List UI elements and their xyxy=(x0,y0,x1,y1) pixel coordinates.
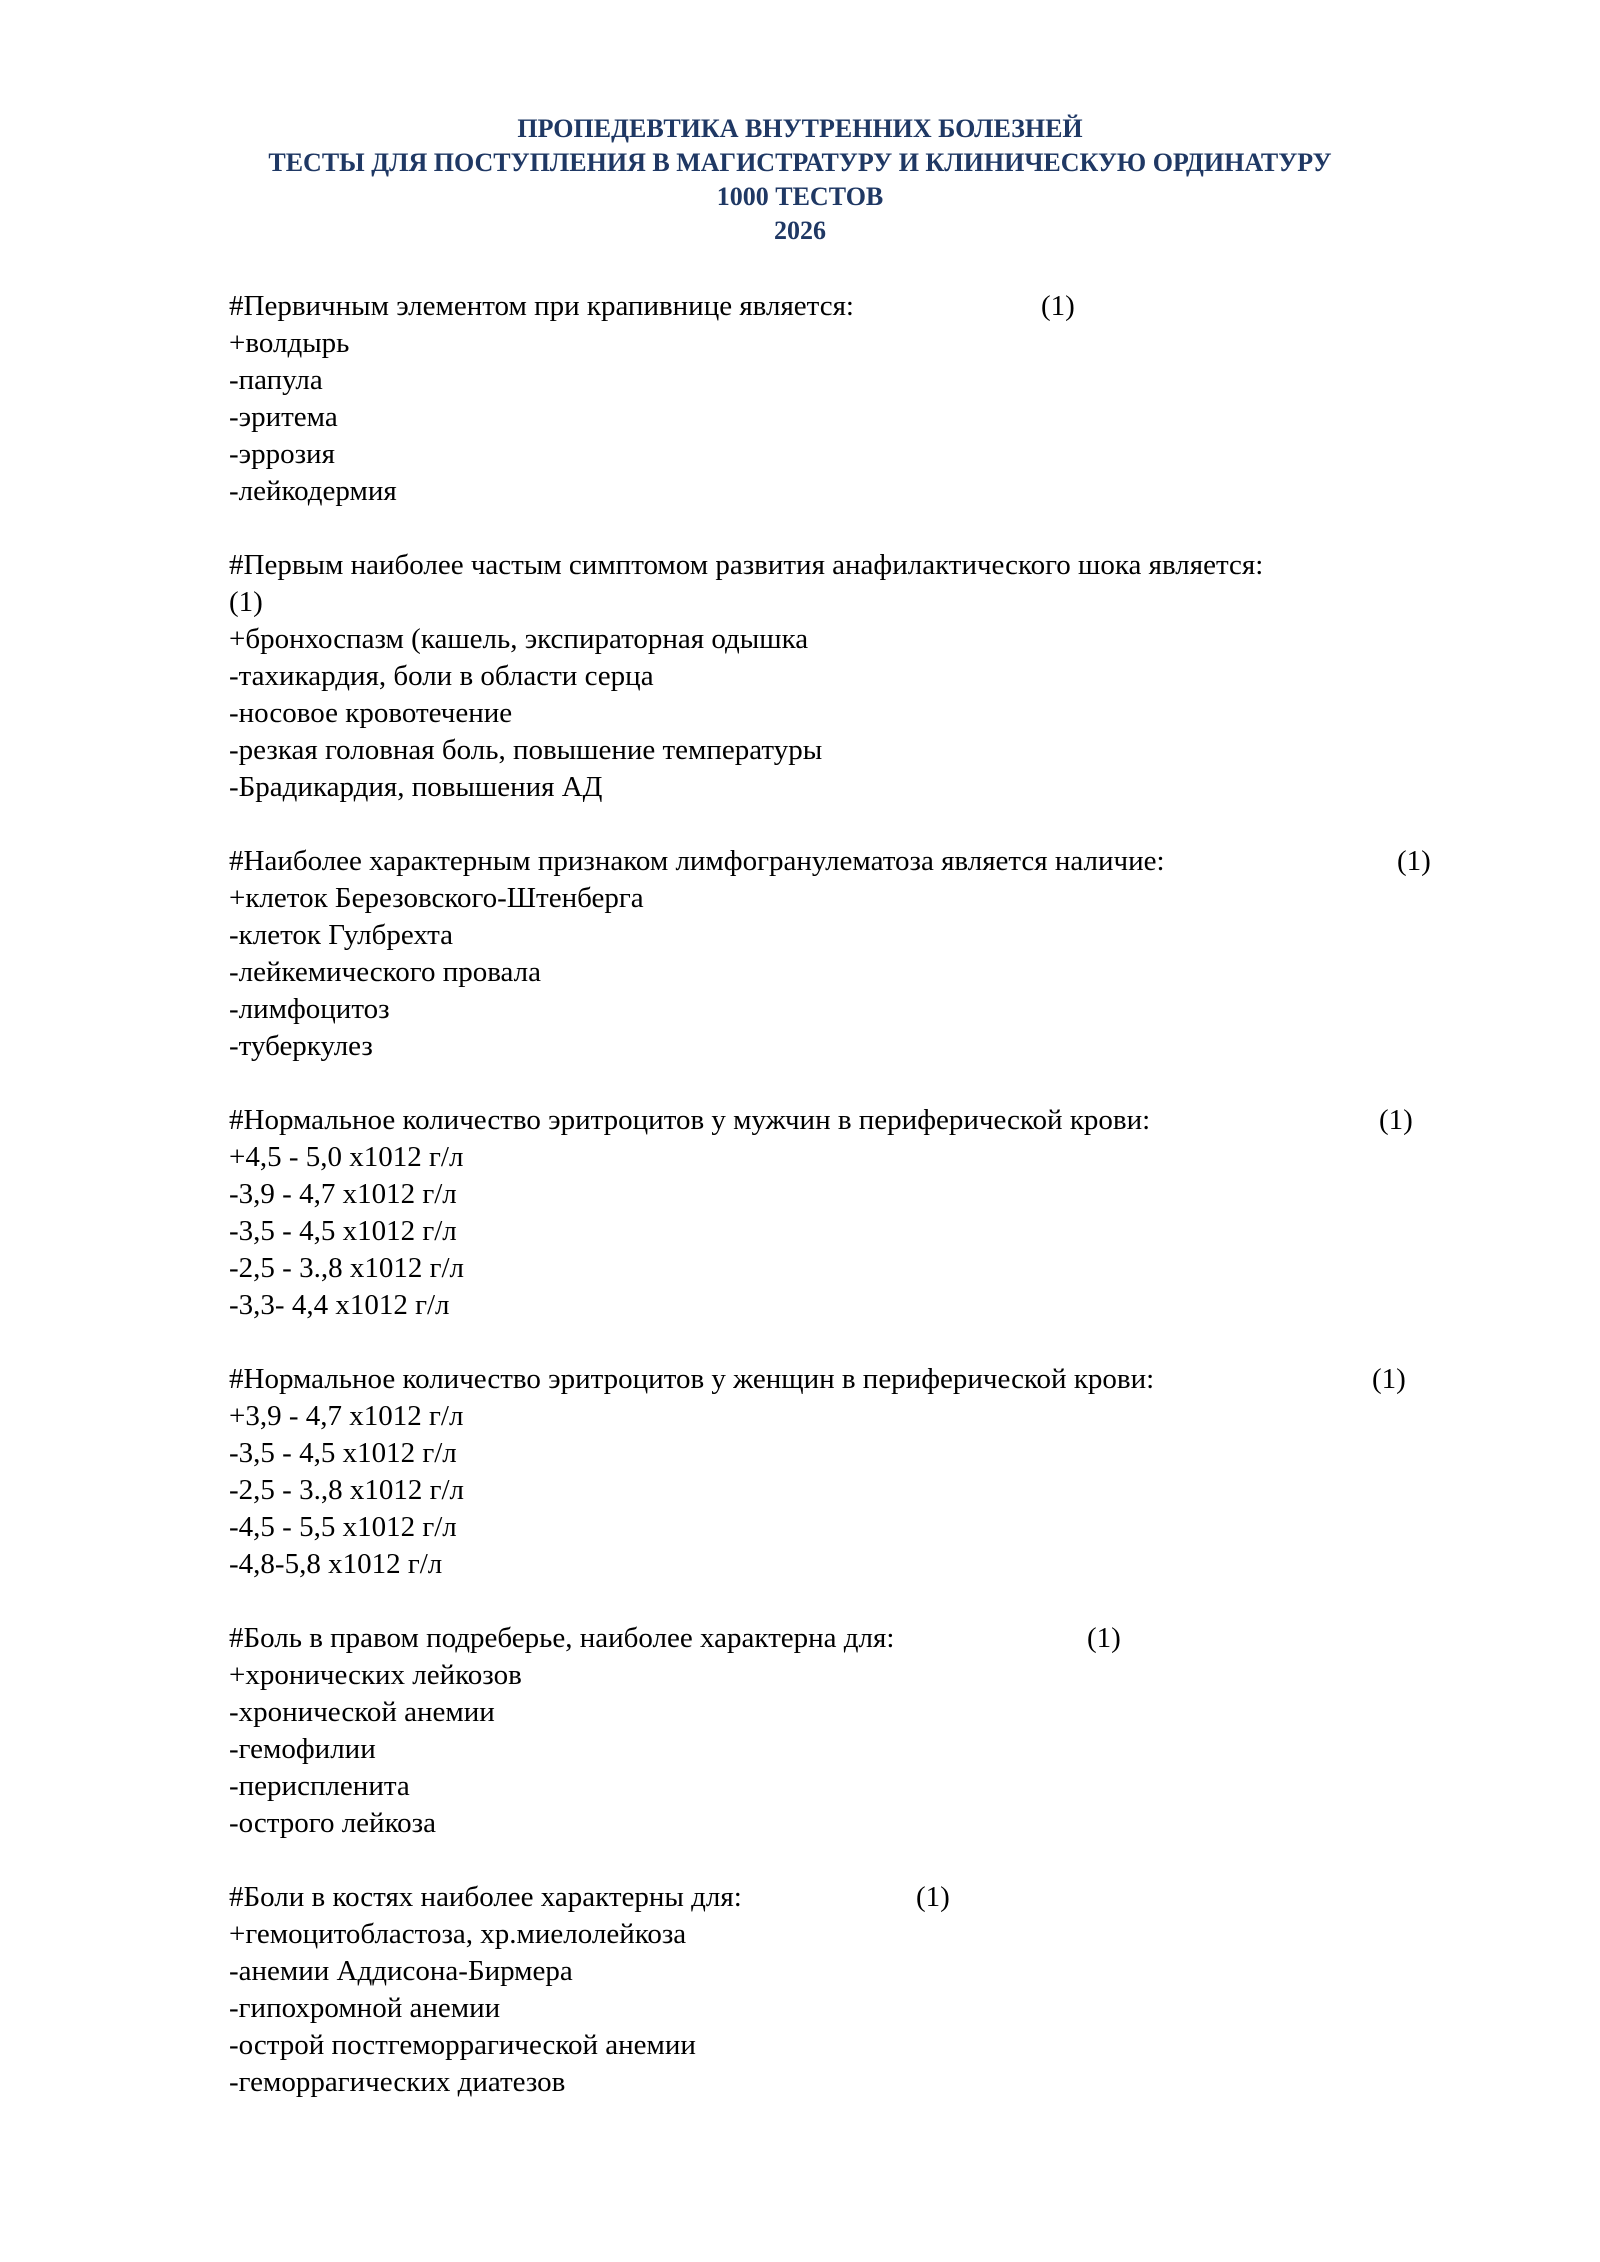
answer-option: -периспленита xyxy=(229,1770,410,1802)
answer-option: +4,5 - 5,0 х1012 г/л xyxy=(229,1141,464,1173)
answer-option: -лимфоцитоз xyxy=(229,993,390,1025)
question-line xyxy=(229,547,1469,621)
question-text: #Боли в костях наиболее характерны для: xyxy=(229,1881,742,1913)
answer-option: +гемоцитобластоза, хр.миелолейкоза xyxy=(229,1918,687,1950)
question-block xyxy=(229,1361,1469,1583)
header-purpose: ТЕСТЫ ДЛЯ ПОСТУПЛЕНИЯ В МАГИСТРАТУРУ И КЛИНИЧЕСКУЮ ОРДИНАТУРУ xyxy=(268,148,1332,177)
answer-option: -эритема xyxy=(229,401,338,433)
answer-option: -2,5 - 3.,8 х1012 г/л xyxy=(229,1252,464,1284)
question-block xyxy=(229,288,1469,510)
answer-option: -анемии Аддисона-Бирмера xyxy=(229,1955,573,1987)
answer-option: -лейкемического провала xyxy=(229,956,542,988)
header-year: 2026 xyxy=(774,216,826,245)
answer-option: -носовое кровотечение xyxy=(229,697,513,729)
answer-option: -3,3- 4,4 х1012 г/л xyxy=(229,1289,450,1321)
answer-option: -4,8-5,8 х1012 г/л xyxy=(229,1548,443,1580)
answer-option: -острого лейкоза xyxy=(229,1807,437,1839)
answer-option: +волдырь xyxy=(229,327,350,359)
answer-option: -гипохромной анемии xyxy=(229,1992,501,2024)
answer-option: -тахикардия, боли в области серца xyxy=(229,660,654,692)
answer-option: -эррозия xyxy=(229,438,335,470)
answer-option: -4,5 - 5,5 х1012 г/л xyxy=(229,1511,457,1543)
question-block xyxy=(229,547,1469,806)
answer-option: -геморрагических диатезов xyxy=(229,2066,566,2098)
answer-option: -резкая головная боль, повышение температуры xyxy=(229,734,823,766)
question-line xyxy=(229,843,1469,880)
answer-option: -острой постгеморрагической анемии xyxy=(229,2029,696,2061)
question-weight: (1) xyxy=(229,586,263,618)
document-header xyxy=(0,112,1600,248)
answer-option: -папула xyxy=(229,364,323,396)
question-text: #Наиболее характерным признаком лимфогранулематоза является наличие: xyxy=(229,845,1165,877)
question-block xyxy=(229,843,1469,1065)
question-line xyxy=(229,288,1469,325)
answer-option: +хронических лейкозов xyxy=(229,1659,522,1691)
question-weight: (1) xyxy=(1372,1363,1406,1395)
question-block xyxy=(229,1879,1469,2101)
answer-option: -гемофилии xyxy=(229,1733,376,1765)
question-block xyxy=(229,1102,1469,1324)
questions-list xyxy=(229,288,1469,2138)
answer-option: +3,9 - 4,7 х1012 г/л xyxy=(229,1400,464,1432)
answer-option: -хронической анемии xyxy=(229,1696,495,1728)
answer-option: -туберкулез xyxy=(229,1030,373,1062)
answer-option: -клеток Гулбрехта xyxy=(229,919,453,951)
question-text: #Первичным элементом при крапивнице является: xyxy=(229,290,854,322)
answer-option: -2,5 - 3.,8 х1012 г/л xyxy=(229,1474,464,1506)
question-text: #Нормальное количество эритроцитов у мужчин в периферической крови: xyxy=(229,1104,1151,1136)
question-block xyxy=(229,1620,1469,1842)
answer-option: -Брадикардия, повышения АД xyxy=(229,771,603,803)
answer-option: +бронхоспазм (кашель, экспираторная одышка xyxy=(229,623,809,655)
header-subject: ПРОПЕДЕВТИКА ВНУТРЕННИХ БОЛЕЗНЕЙ xyxy=(517,114,1083,143)
question-line xyxy=(229,1879,1469,1916)
question-line xyxy=(229,1620,1469,1657)
answer-option: -лейкодермия xyxy=(229,475,397,507)
answer-option: -3,5 - 4,5 х1012 г/л xyxy=(229,1215,457,1247)
header-test-count: 1000 ТЕСТОВ xyxy=(716,182,884,211)
answer-option: +клеток Березовского-Штенберга xyxy=(229,882,644,914)
question-text: #Первым наиболее частым симптомом развития анафилактического шока является: xyxy=(229,549,1264,581)
answer-option: -3,5 - 4,5 х1012 г/л xyxy=(229,1437,457,1469)
question-line xyxy=(229,1102,1469,1139)
question-weight: (1) xyxy=(1041,290,1075,322)
question-line xyxy=(229,1361,1469,1398)
question-weight: (1) xyxy=(1379,1104,1413,1136)
question-text: #Боль в правом подреберье, наиболее характерна для: xyxy=(229,1622,895,1654)
answer-option: -3,9 - 4,7 х1012 г/л xyxy=(229,1178,457,1210)
question-weight: (1) xyxy=(916,1881,950,1913)
question-text: #Нормальное количество эритроцитов у женщин в периферической крови: xyxy=(229,1363,1155,1395)
question-weight: (1) xyxy=(1397,845,1431,877)
question-weight: (1) xyxy=(1087,1622,1121,1654)
